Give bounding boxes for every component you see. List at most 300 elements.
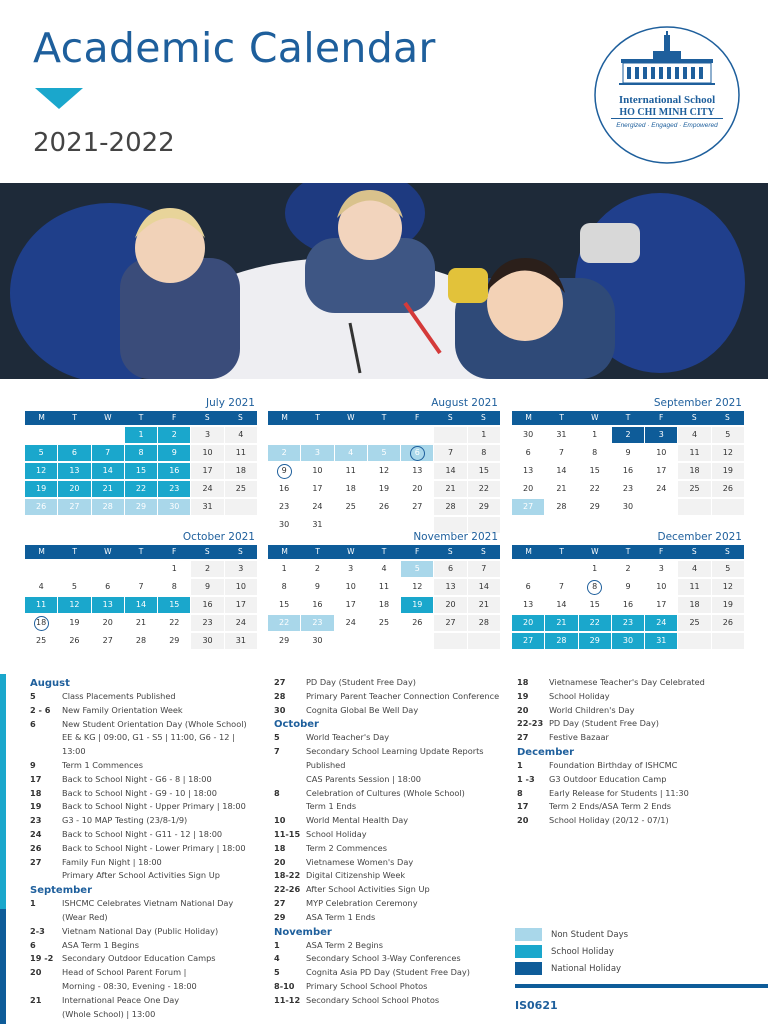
event-date xyxy=(30,731,62,759)
day-cell: 7 xyxy=(92,445,124,461)
weekday-header xyxy=(512,545,744,559)
event-row xyxy=(274,787,514,801)
day-cell: 8 xyxy=(579,579,611,595)
day-cell: 21 xyxy=(92,481,124,497)
day-cell: 22 xyxy=(579,615,611,631)
weekday-label: M xyxy=(281,413,288,422)
day-cell: 19 xyxy=(378,484,390,493)
day-cell: 16 xyxy=(622,466,634,475)
day-cell: 1 xyxy=(281,564,287,573)
event-row xyxy=(517,690,757,704)
day-cell: 3 xyxy=(225,561,257,577)
event-row xyxy=(274,911,514,925)
event-text: New Family Orientation Week xyxy=(62,704,183,715)
events-column-3 xyxy=(517,676,757,828)
day-cell: 28 xyxy=(135,636,147,645)
event-date: 29 xyxy=(274,911,286,922)
event-date: 11-15 xyxy=(274,828,301,839)
day-cell xyxy=(401,427,433,443)
day-cell: 21 xyxy=(556,484,567,493)
day-cell xyxy=(645,499,677,515)
day-cell: 26 xyxy=(378,502,390,511)
event-date: 18 xyxy=(274,842,286,853)
event-text: Primary Parent Teacher Connection Conference xyxy=(306,690,500,701)
day-cell xyxy=(125,561,157,577)
event-date: 27 xyxy=(274,897,286,908)
event-section-heading: November xyxy=(274,926,332,938)
weekday-label: M xyxy=(281,547,288,556)
event-row xyxy=(30,759,260,773)
event-row xyxy=(274,842,514,856)
day-cell: 8 xyxy=(125,445,157,461)
month-calendar xyxy=(25,396,257,515)
day-cell: 24 xyxy=(345,618,356,627)
month-title: August 2021 xyxy=(431,397,498,409)
weekday-header xyxy=(25,545,257,559)
weekday-header xyxy=(512,411,744,425)
day-cell xyxy=(712,499,744,515)
day-cell: 25 xyxy=(678,615,710,631)
day-cell: 3 xyxy=(301,445,333,461)
weekday-label: M xyxy=(38,413,45,422)
weekday-label: S xyxy=(447,413,453,422)
event-date: 21 xyxy=(30,994,42,1005)
day-cell: 24 xyxy=(191,481,223,497)
day-cell: 23 xyxy=(191,615,223,631)
day-cell: 12 xyxy=(412,582,423,591)
day-cell: 29 xyxy=(589,502,600,511)
day-cell: 30 xyxy=(312,636,323,645)
event-section-heading: October xyxy=(274,719,319,731)
day-grid xyxy=(25,561,257,649)
event-text: Vietnam National Day (Public Holiday) xyxy=(62,925,219,936)
event-text: Family Fun Night | 18:00 xyxy=(62,856,162,867)
event-text: Secondary School Learning Update Reports xyxy=(306,746,484,757)
day-cell: 30 xyxy=(622,502,634,511)
day-cell: 12 xyxy=(58,597,90,613)
month-calendar xyxy=(268,530,500,649)
day-cell xyxy=(58,561,90,577)
day-cell: 19 xyxy=(25,481,57,497)
event-date: 19 xyxy=(30,801,42,812)
day-cell xyxy=(545,561,577,577)
event-text: Vietnamese Women's Day xyxy=(306,856,414,867)
day-cell: 20 xyxy=(102,618,113,627)
day-cell xyxy=(25,427,57,443)
day-cell: 19 xyxy=(712,463,744,479)
day-cell: 10 xyxy=(225,579,257,595)
day-cell: 18 xyxy=(378,600,390,609)
day-cell: 19 xyxy=(712,597,744,613)
weekday-label: S xyxy=(204,413,210,422)
event-date: 20 xyxy=(517,704,529,715)
event-text: International Peace One Day xyxy=(62,994,180,1005)
event-text: MYP Celebration Ceremony xyxy=(306,897,418,908)
event-date: 17 xyxy=(517,801,529,812)
event-section-heading: September xyxy=(30,885,92,897)
day-cell: 29 xyxy=(169,636,180,645)
day-cell: 23 xyxy=(622,484,634,493)
event-row xyxy=(274,704,514,718)
legend-item xyxy=(515,960,628,977)
event-text: Festive Bazaar xyxy=(549,732,609,743)
event-text: New Student Orientation Day (Whole School) xyxy=(62,718,247,729)
events-column-2 xyxy=(274,676,514,1008)
event-text: Secondary School School Photos xyxy=(306,994,440,1005)
day-cell: 26 xyxy=(412,618,423,627)
month-calendar xyxy=(268,396,500,533)
weekday-label: T xyxy=(315,413,320,422)
weekday-label: F xyxy=(171,413,177,422)
document-code: IS0621 xyxy=(515,999,558,1012)
event-text: ISHCMC Celebrates Vietnam National Day xyxy=(62,898,234,909)
event-date xyxy=(274,773,306,787)
event-row xyxy=(30,1008,260,1022)
day-cell: 31 xyxy=(556,430,567,439)
day-cell: 4 xyxy=(38,582,44,591)
month-calendar xyxy=(25,530,257,649)
event-date xyxy=(274,800,306,814)
event-date: 26 xyxy=(30,842,42,853)
month-title: July 2021 xyxy=(206,397,255,409)
day-cell: 8 xyxy=(468,445,500,461)
event-text: World Mental Health Day xyxy=(306,815,409,826)
weekday-label: S xyxy=(238,413,243,422)
event-text: EE & KG | 09:00, G1 - S5 | 11:00, G6 - 12 | 13:00 xyxy=(62,732,235,757)
day-cell: 15 xyxy=(279,600,290,609)
event-date: 7 xyxy=(274,746,280,757)
day-cell: 28 xyxy=(434,499,466,515)
day-cell: 9 xyxy=(158,445,190,461)
event-date: 2-3 xyxy=(30,925,45,936)
event-text: School Holiday xyxy=(306,828,367,839)
weekday-header xyxy=(25,411,257,425)
event-date xyxy=(30,1008,62,1022)
logo-tagline: Energized · Engaged · Empowered xyxy=(616,122,718,129)
weekday-label: S xyxy=(691,413,697,422)
day-cell: 21 xyxy=(545,615,577,631)
day-cell: 18 xyxy=(25,615,57,631)
weekday-label: W xyxy=(104,413,112,422)
day-cell: 5 xyxy=(712,427,744,443)
event-row xyxy=(517,676,757,690)
day-cell xyxy=(712,633,744,649)
day-cell xyxy=(512,561,544,577)
event-row xyxy=(30,856,260,870)
event-date: 20 xyxy=(274,856,286,867)
day-cell: 3 xyxy=(645,427,677,443)
day-cell: 24 xyxy=(645,615,677,631)
event-text: PD Day (Student Free Day) xyxy=(549,718,659,729)
day-cell: 11 xyxy=(25,597,57,613)
month-title: November 2021 xyxy=(413,531,498,543)
day-cell: 16 xyxy=(622,600,634,609)
events-column-1 xyxy=(30,676,260,1021)
day-cell xyxy=(335,427,367,443)
day-cell: 4 xyxy=(225,427,257,443)
weekday-header xyxy=(268,545,500,559)
day-cell: 14 xyxy=(434,463,466,479)
event-date: 10 xyxy=(274,815,286,826)
day-cell: 30 xyxy=(279,520,290,529)
event-row xyxy=(517,717,757,731)
day-cell: 29 xyxy=(125,499,157,515)
day-cell: 26 xyxy=(69,636,80,645)
day-cell: 21 xyxy=(135,618,147,627)
month-title: September 2021 xyxy=(653,397,742,409)
day-cell: 25 xyxy=(345,502,356,511)
event-date xyxy=(30,911,62,925)
left-accent-bar xyxy=(0,674,6,909)
legend-item xyxy=(515,943,628,960)
day-cell: 18 xyxy=(225,463,257,479)
event-date: 23 xyxy=(30,815,42,826)
event-row xyxy=(517,773,757,787)
day-cell: 10 xyxy=(312,466,323,475)
event-row xyxy=(517,800,757,814)
event-row xyxy=(517,704,757,718)
event-date: 8 xyxy=(517,787,523,798)
day-cell: 17 xyxy=(656,600,667,609)
event-row xyxy=(30,787,260,801)
event-row xyxy=(517,787,757,801)
day-cell: 4 xyxy=(335,445,367,461)
day-cell: 4 xyxy=(678,427,710,443)
day-cell: 1 xyxy=(468,427,500,443)
legend-swatch-national-holiday xyxy=(515,962,542,975)
event-row xyxy=(30,814,260,828)
weekday-label: S xyxy=(238,547,243,556)
weekday-label: S xyxy=(691,547,697,556)
event-date: 5 xyxy=(30,691,36,701)
weekday-label: W xyxy=(347,413,355,422)
event-row xyxy=(274,897,514,911)
page-title: Academic Calendar xyxy=(33,24,436,72)
day-cell: 12 xyxy=(712,445,744,461)
day-cell xyxy=(368,427,400,443)
day-grid xyxy=(268,427,500,533)
day-cell: 7 xyxy=(434,445,466,461)
day-cell: 29 xyxy=(579,633,611,649)
day-cell: 31 xyxy=(645,633,677,649)
day-cell xyxy=(434,633,466,649)
event-date: 19 xyxy=(517,690,529,701)
day-cell: 18 xyxy=(678,463,710,479)
day-cell: 27 xyxy=(412,502,423,511)
event-date: 18 xyxy=(30,787,42,798)
day-cell: 6 xyxy=(525,582,531,591)
event-section-heading: August xyxy=(30,678,70,689)
day-cell xyxy=(678,499,710,515)
day-cell: 11 xyxy=(225,445,257,461)
event-row xyxy=(30,773,260,787)
day-cell: 30 xyxy=(191,633,223,649)
day-cell: 9 xyxy=(625,448,631,457)
day-grid xyxy=(512,561,744,649)
day-cell: 22 xyxy=(589,484,600,493)
day-cell: 25 xyxy=(378,618,390,627)
day-cell: 11 xyxy=(678,579,710,595)
day-cell: 2 xyxy=(625,564,631,573)
event-text: Vietnamese Teacher's Day Celebrated xyxy=(549,677,705,687)
day-cell: 2 xyxy=(612,427,644,443)
day-cell: 19 xyxy=(69,618,80,627)
event-text: School Holiday xyxy=(549,690,610,701)
event-text: Head of School Parent Forum | xyxy=(62,967,187,978)
day-cell: 24 xyxy=(312,502,323,511)
day-cell: 16 xyxy=(312,600,323,609)
event-date: 6 xyxy=(30,718,36,729)
day-cell: 4 xyxy=(678,561,710,577)
day-cell: 12 xyxy=(712,579,744,595)
day-cell: 14 xyxy=(468,579,500,595)
day-cell: 2 xyxy=(268,445,300,461)
day-cell: 25 xyxy=(225,481,257,497)
event-row xyxy=(30,980,260,994)
weekday-label: W xyxy=(591,547,599,556)
students-photo xyxy=(0,183,768,379)
day-cell: 14 xyxy=(92,463,124,479)
footer-rule xyxy=(515,984,768,988)
event-text: CAS Parents Session | 18:00 xyxy=(306,773,421,784)
day-cell: 5 xyxy=(712,561,744,577)
day-cell: 7 xyxy=(558,448,564,457)
weekday-label: S xyxy=(447,547,453,556)
event-text: Digital Citizenship Week xyxy=(306,870,406,881)
event-text: Term 1 Ends xyxy=(306,801,357,812)
day-cell: 5 xyxy=(71,582,77,591)
day-cell: 14 xyxy=(556,600,567,609)
event-text: Foundation Birthday of ISHCMC xyxy=(549,759,678,770)
day-cell: 10 xyxy=(656,448,667,457)
event-date: 18-22 xyxy=(274,870,301,881)
event-row xyxy=(274,828,514,842)
day-cell: 7 xyxy=(468,561,500,577)
day-cell: 17 xyxy=(345,600,356,609)
event-date: 27 xyxy=(517,732,529,743)
event-date: 2 - 6 xyxy=(30,704,51,715)
legend-label: Non Student Days xyxy=(551,929,629,940)
event-text: World Teacher's Day xyxy=(306,732,390,743)
day-cell: 30 xyxy=(158,499,190,515)
event-row xyxy=(30,911,260,925)
day-cell: 13 xyxy=(58,463,90,479)
event-text: Secondary Outdoor Education Camps xyxy=(62,953,216,964)
day-cell: 16 xyxy=(191,597,223,613)
day-cell: 27 xyxy=(512,499,544,515)
day-cell: 28 xyxy=(468,615,500,631)
event-date: 1 -3 xyxy=(517,773,535,784)
event-date: 30 xyxy=(274,704,286,715)
day-cell: 27 xyxy=(58,499,90,515)
day-cell: 5 xyxy=(401,561,433,577)
day-cell: 20 xyxy=(434,597,466,613)
event-text: ASA Term 1 Begins xyxy=(62,939,139,950)
weekday-label: F xyxy=(658,547,664,556)
day-cell: 24 xyxy=(225,615,257,631)
day-cell xyxy=(225,499,257,515)
day-cell: 21 xyxy=(468,597,500,613)
event-row xyxy=(517,759,757,773)
event-row xyxy=(274,952,514,966)
day-cell: 14 xyxy=(125,597,157,613)
day-cell: 6 xyxy=(525,448,531,457)
weekday-label: S xyxy=(481,547,486,556)
day-cell xyxy=(92,561,124,577)
legend-swatch-non-student xyxy=(515,928,542,941)
day-cell: 12 xyxy=(378,466,390,475)
event-text: Primary School School Photos xyxy=(306,980,428,991)
day-cell: 13 xyxy=(434,579,466,595)
day-cell xyxy=(25,561,57,577)
day-cell: 8 xyxy=(592,448,598,457)
day-cell: 13 xyxy=(412,466,423,475)
weekday-label: T xyxy=(559,547,564,556)
day-cell xyxy=(268,427,300,443)
logo-line1: International School xyxy=(618,94,716,106)
event-text: Early Release for Students | 11:30 xyxy=(549,787,689,798)
day-cell: 3 xyxy=(658,564,664,573)
day-cell: 1 xyxy=(125,427,157,443)
event-row xyxy=(274,856,514,870)
event-date: 17 xyxy=(30,773,42,784)
day-cell: 2 xyxy=(158,427,190,443)
day-cell: 9 xyxy=(625,582,631,591)
day-cell: 7 xyxy=(558,582,564,591)
event-date: 5 xyxy=(274,967,280,978)
day-cell: 22 xyxy=(169,618,180,627)
day-cell: 27 xyxy=(434,615,466,631)
day-cell: 29 xyxy=(279,636,290,645)
weekday-label: F xyxy=(414,413,420,422)
event-section-heading: December xyxy=(517,746,575,758)
day-cell: 29 xyxy=(468,499,500,515)
day-cell: 10 xyxy=(191,445,223,461)
event-text: G3 Outdoor Education Camp xyxy=(549,773,667,784)
weekday-label: M xyxy=(525,413,532,422)
event-date: 1 xyxy=(274,939,280,950)
triangle-decoration xyxy=(35,88,83,109)
day-cell: 16 xyxy=(158,463,190,479)
event-text: Back to School Night - Upper Primary | 18:00 xyxy=(62,801,246,812)
weekday-label: T xyxy=(625,547,631,556)
event-text: Term 1 Commences xyxy=(62,759,143,770)
day-cell: 17 xyxy=(225,597,257,613)
day-cell: 6 xyxy=(401,445,433,461)
day-cell: 30 xyxy=(612,633,644,649)
event-date: 19 -2 xyxy=(30,953,54,964)
event-row xyxy=(30,718,260,732)
day-cell: 20 xyxy=(523,484,534,493)
day-cell: 8 xyxy=(171,582,177,591)
day-cell: 11 xyxy=(345,466,356,475)
day-cell xyxy=(678,633,710,649)
event-row xyxy=(274,883,514,897)
weekday-label: S xyxy=(725,547,730,556)
school-logo xyxy=(593,25,741,165)
event-row xyxy=(517,731,757,745)
day-cell: 13 xyxy=(92,597,124,613)
day-cell: 26 xyxy=(712,481,744,497)
day-cell: 25 xyxy=(36,636,47,645)
weekday-label: T xyxy=(315,547,320,556)
day-cell xyxy=(401,633,433,649)
event-date: 8-10 xyxy=(274,980,295,991)
day-cell xyxy=(92,427,124,443)
weekday-label: T xyxy=(559,413,564,422)
day-cell: 1 xyxy=(592,430,598,439)
event-date: 27 xyxy=(274,677,286,687)
